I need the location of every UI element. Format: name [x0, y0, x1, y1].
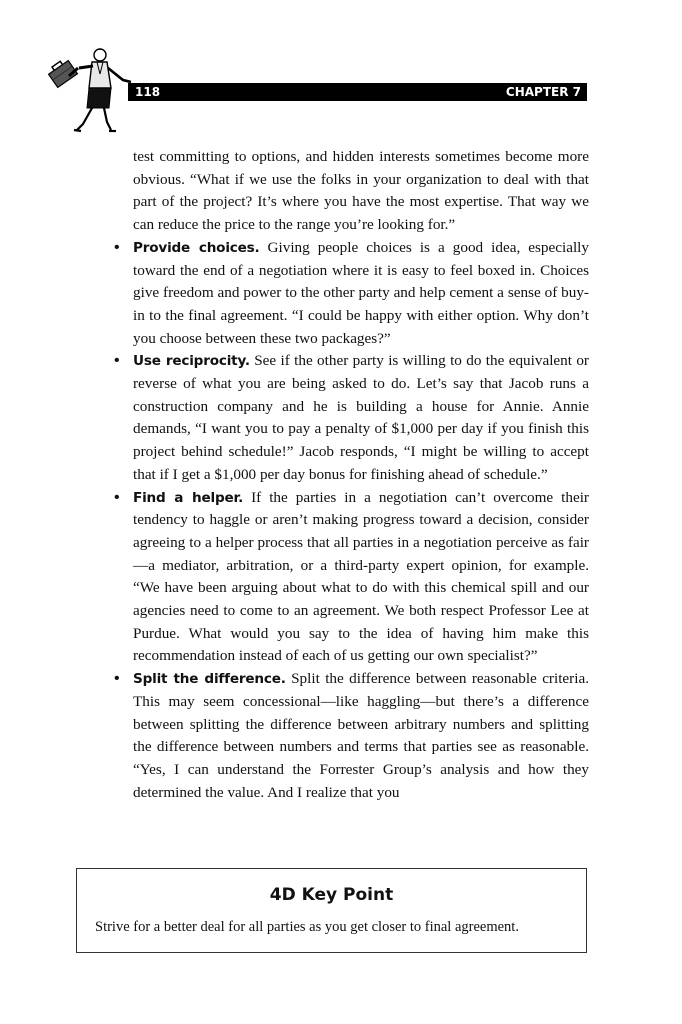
- key-point-title: 4D Key Point: [269, 885, 394, 905]
- key-point-box: [76, 868, 587, 953]
- page-number: 118: [135, 85, 161, 99]
- list-item: [133, 350, 589, 486]
- chapter-label: CHAPTER 7: [505, 85, 581, 99]
- list-item: [133, 668, 589, 804]
- running-header: [128, 83, 587, 101]
- tactics-list: [133, 237, 589, 805]
- list-item: [133, 237, 589, 351]
- businesswoman-figure-icon: [45, 46, 135, 134]
- list-item-lead: Split the difference.: [133, 671, 286, 688]
- list-item-lead: Find a helper.: [133, 489, 244, 506]
- list-item-text: See if the other party is willing to do the equivalent or reverse of what you are being asked to do. Let’s say that Jacob runs a construction company and he is building a house for Annie. Annie demands, “I want you to pay a penalty of $1,000 per day if you finish this project behind schedule!” Jacob responds, “I might be willing to accept that if I get a $1,000 per day bonus for finishing ahead of schedule.”: [133, 352, 589, 483]
- list-item-text: Giving people choices is a good idea, especially toward the end of a negotiation where it is easy to feel boxed in. Choices give freedom and power to the other party and help cement a sense of buy-in to the final agreement. “I could be happy with either option. Why don’t you choose between these two packages?”: [133, 238, 589, 347]
- body-text: [133, 146, 589, 804]
- list-item-text: Split the difference between reasonable criteria. This may seem concessional—like haggling—but there’s a difference between splitting the difference between arbitrary numbers and splitting the difference between numbers and terms that parties see as reasonable. “Yes, I can understand the Forrester Group’s analysis and how they determined the value. And I realize that you: [133, 670, 589, 801]
- list-item-lead: Use reciprocity.: [133, 353, 250, 370]
- key-point-text: Strive for a better deal for all parties as you get closer to final agreement.: [95, 919, 519, 935]
- list-item: [133, 487, 589, 669]
- list-item-lead: Provide choices.: [133, 239, 260, 256]
- list-item-text: If the parties in a negotiation can’t overcome their tendency to haggle or aren’t making progress toward a decision, consider agreeing to a helper process that all parties in a negotiation perceive as fair—a mediator, arbitration, or a third-party expert opinion, for example. “We have been arguing about what to do with this chemical spill and our agencies need to come to an agreement. We both respect Professor Lee at Purdue. What would you say to the idea of having him make this recommendation instead of each of us getting our own specialist?”: [133, 488, 589, 665]
- intro-paragraph: test committing to options, and hidden interests sometimes become more obvious. “What if we use the folks in your organization to deal with that part of the project? It’s where you have the most expertise. That way we can reduce the price to the range you’re looking for.”: [133, 148, 589, 234]
